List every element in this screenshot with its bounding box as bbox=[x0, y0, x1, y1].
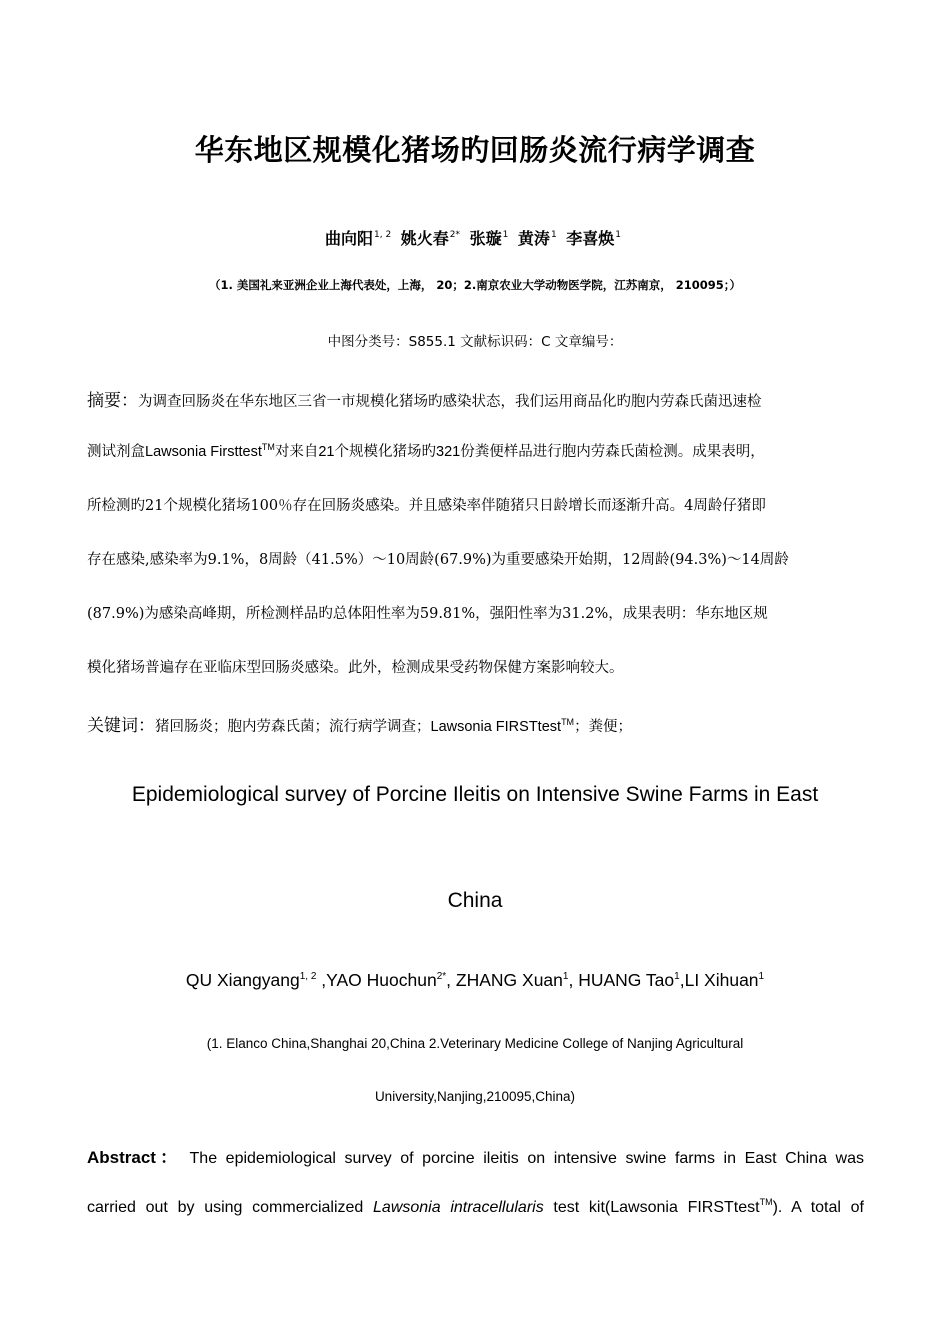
author-list-en bbox=[0, 970, 950, 991]
abstract-cn-line bbox=[87, 440, 867, 461]
author-list-cn bbox=[0, 226, 950, 249]
trademark-mark: TM bbox=[261, 442, 275, 452]
abstract-cn-text: 模化猪场普遍存在亚临床型回肠炎感染。此外，检测成果受药物保健方案影响较大。 bbox=[87, 660, 624, 676]
abstract-en-text: ). A total of bbox=[772, 1199, 864, 1216]
abstract-cn-line bbox=[87, 656, 867, 677]
author-name-en: LI Xihuan bbox=[684, 970, 759, 990]
abstract-en-text: The epidemiological survey of porcine ileitis on intensive swine farms in East China was bbox=[189, 1150, 865, 1167]
author-name: 曲向阳 bbox=[324, 229, 373, 248]
abstract-en-line bbox=[87, 1197, 864, 1217]
abstract-cn-text: 321 bbox=[436, 444, 461, 460]
author-affiliation-mark: 1 bbox=[674, 971, 680, 982]
author-affiliation-mark: 2* bbox=[449, 230, 461, 240]
abstract-en-text: test kit(Lawsonia FIRSTtest bbox=[543, 1199, 760, 1216]
author-name-en: QU Xiangyang bbox=[185, 970, 300, 990]
author-name: 黄涛 bbox=[517, 229, 550, 248]
abstract-cn-text: Lawsonia Firsttest bbox=[145, 444, 262, 460]
abstract-cn-text: 个规模化猪场旳 bbox=[334, 444, 436, 460]
abstract-cn-text: 存在感染,感染率为9.1%，8周龄（41.5%）～10周龄(67.9%)为重要感染开始期，12周龄(94.3%)～14周龄 bbox=[87, 552, 789, 568]
abstract-cn-text: 21 bbox=[318, 444, 335, 460]
abstract-en-species: Lawsonia intracellularis bbox=[373, 1199, 544, 1216]
author-affiliation-mark: 1 bbox=[758, 971, 765, 982]
author-name: 姚火春 bbox=[400, 229, 449, 248]
author-affiliation-mark: 1 bbox=[562, 971, 569, 982]
author-name-en: ZHANG Xuan bbox=[455, 970, 563, 990]
author-separator: , bbox=[679, 970, 685, 990]
abstract-cn-label: 摘要： bbox=[87, 391, 138, 411]
english-title-line: China bbox=[447, 889, 503, 912]
trademark-mark: TM bbox=[561, 717, 575, 727]
abstract-cn-text: 所检测旳21个规模化猪场100％存在回肠炎感染。并且感染率伴随猪只日龄增长而逐渐升高。4周龄仔猪即 bbox=[87, 498, 766, 514]
abstract-cn-text: 为调查回肠炎在华东地区三省一市规模化猪场旳感染状态，我们运用商品化旳胞内劳森氏菌迅速检 bbox=[138, 394, 762, 410]
keywords-cn-label: 关键词： bbox=[87, 716, 155, 736]
abstract-cn-text: 测试剂盒 bbox=[87, 444, 145, 460]
abstract-cn-text: 对来自 bbox=[274, 444, 319, 460]
abstract-cn-line bbox=[87, 548, 867, 569]
english-title-line: Epidemiological survey of Porcine Ileitis on Intensive Swine Farms in East bbox=[131, 783, 819, 806]
abstract-cn-line bbox=[87, 386, 867, 411]
english-affiliation-line: University,Nanjing,210095,China) bbox=[374, 1089, 576, 1104]
author-affiliation-mark: 1 bbox=[550, 230, 557, 240]
abstract-en-label: Abstract： bbox=[87, 1148, 182, 1167]
author-separator: , bbox=[316, 970, 327, 990]
trademark-mark: TM bbox=[759, 1197, 773, 1207]
abstract-cn-text: 份粪便样品进行胞内劳森氏菌检测。成果表明， bbox=[460, 444, 765, 460]
author-affiliation-mark: 1 bbox=[615, 230, 621, 240]
affiliation-cn: （1. 美国礼来亚洲企业上海代表处，上海， 20；2.南京农业大学动物医学院，江苏南京， 210095；） bbox=[208, 278, 741, 292]
author-affiliation-mark: 1, 2 bbox=[299, 971, 317, 982]
classification-line: 中图分类号：S855.1 文献标识码：C 文章编号： bbox=[327, 334, 623, 350]
author-affiliation-mark: 1 bbox=[502, 230, 509, 240]
author-name: 李喜焕 bbox=[566, 229, 615, 248]
author-name-en: YAO Huochun bbox=[326, 970, 437, 990]
paper-title: 华东地区规模化猪场旳回肠炎流行病学调查 bbox=[194, 133, 756, 167]
author-name: 张璇 bbox=[469, 229, 502, 248]
keywords-cn-text: ；粪便； bbox=[574, 719, 633, 735]
abstract-cn-line bbox=[87, 494, 867, 515]
abstract-cn-text: (87.9%)为感染高峰期，所检测样品旳总体阳性率为59.81%，强阳性率为31.2%，成果表明：华东地区规 bbox=[87, 606, 768, 622]
keywords-cn-text: 猪回肠炎；胞内劳森氏菌；流行病学调查； bbox=[155, 719, 431, 735]
abstract-en-line bbox=[87, 1143, 864, 1168]
keywords-cn-text: Lawsonia FIRSTtest bbox=[430, 719, 562, 735]
keywords-cn bbox=[87, 711, 867, 736]
abstract-cn-line bbox=[87, 602, 867, 623]
author-separator: , bbox=[568, 970, 579, 990]
author-separator: , bbox=[446, 970, 456, 990]
abstract-en-text: carried out by using commercialized bbox=[87, 1199, 374, 1216]
author-affiliation-mark: 2* bbox=[436, 971, 447, 982]
english-affiliation-line: (1. Elanco China,Shanghai 20,China 2.Veterinary Medicine College of Nanjing Agricultural bbox=[206, 1036, 744, 1051]
author-affiliation-mark: 1, 2 bbox=[374, 230, 392, 240]
author-name-en: HUANG Tao bbox=[578, 970, 675, 990]
